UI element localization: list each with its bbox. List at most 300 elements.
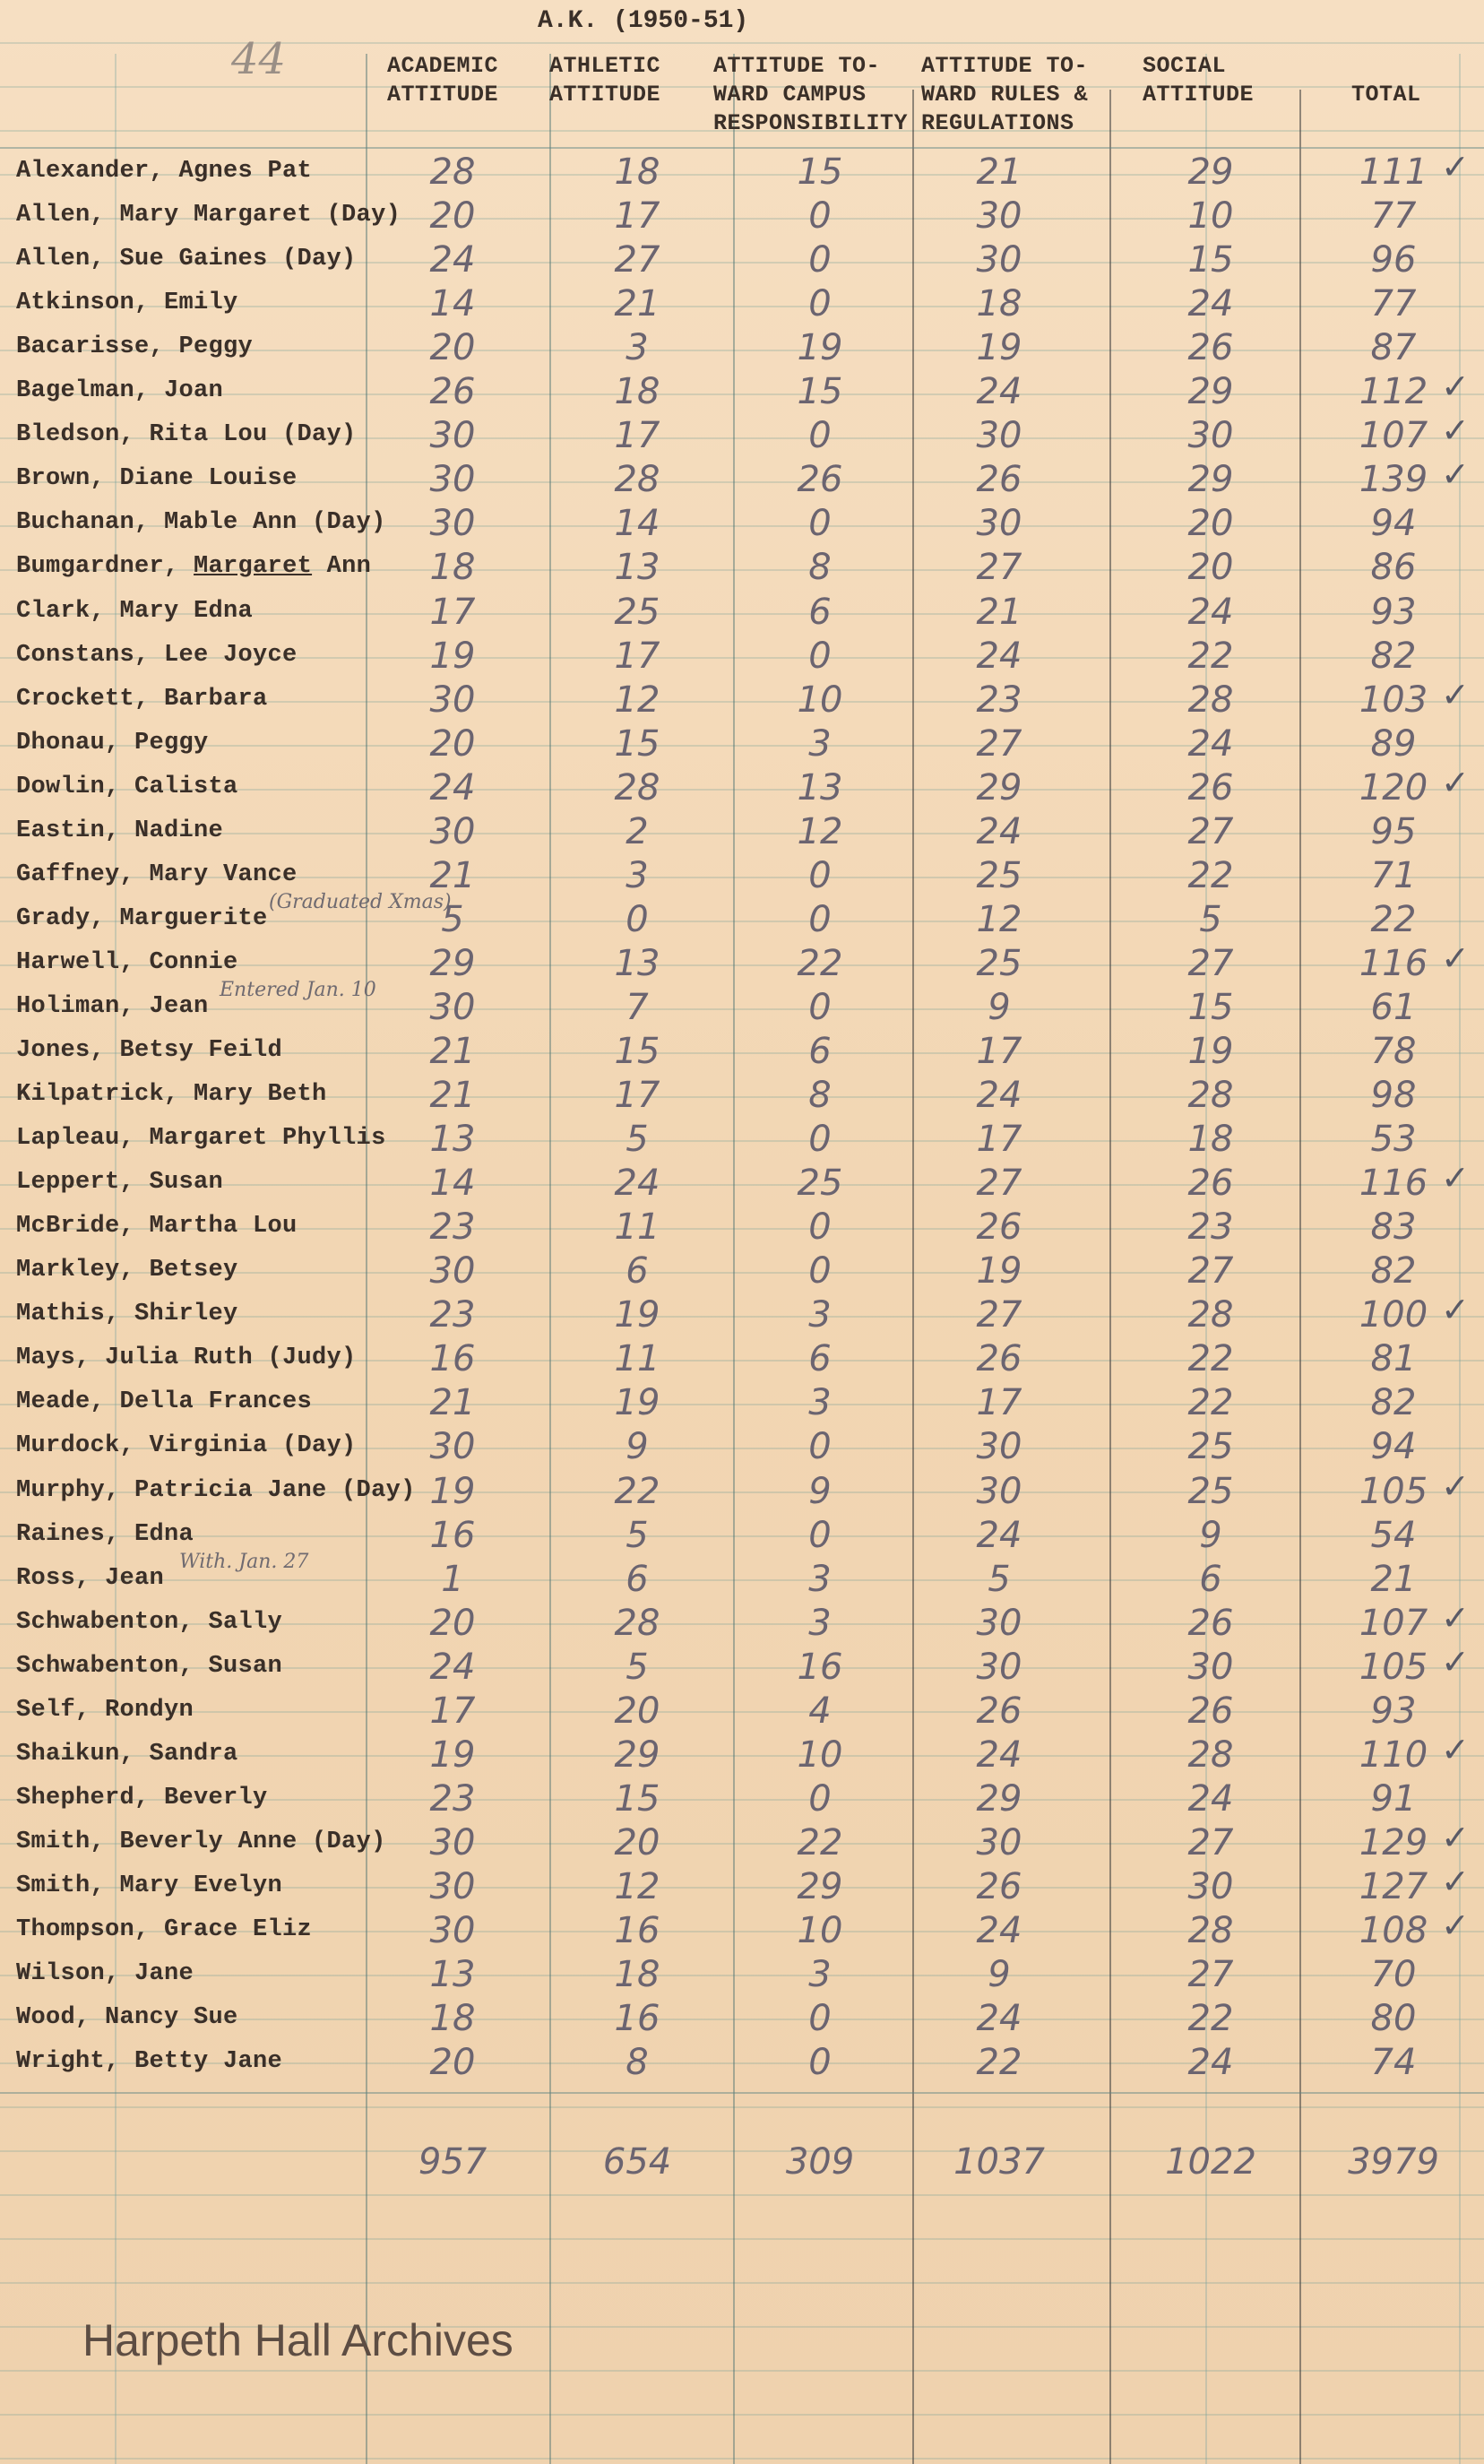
student-name: Kilpatrick, Mary Beth (16, 1081, 327, 1108)
student-name: Alexander, Agnes Pat (16, 158, 313, 185)
score-rules: 26 (976, 1866, 1022, 1907)
score-total: 22 (1370, 899, 1417, 940)
score-campus: 0 (808, 283, 832, 324)
score-campus: 3 (808, 1559, 832, 1600)
student-name: Wilson, Jane (16, 1960, 194, 1987)
score-social: 23 (1187, 1206, 1234, 1248)
score-social: 20 (1187, 503, 1234, 544)
score-campus: 0 (808, 1119, 832, 1160)
score-academic: 17 (429, 1690, 476, 1732)
score-total: 91 (1370, 1778, 1417, 1820)
score-academic: 18 (429, 547, 476, 588)
score-academic: 21 (429, 855, 476, 896)
score-academic: 30 (429, 1866, 476, 1907)
score-total: 108 (1359, 1910, 1428, 1951)
score-total: 129 (1359, 1822, 1428, 1863)
score-rules: 26 (976, 459, 1022, 500)
score-rules: 24 (976, 371, 1022, 412)
score-total: 70 (1370, 1954, 1417, 1995)
score-academic: 30 (429, 1426, 476, 1467)
score-rules: 30 (976, 415, 1022, 456)
table-row (0, 1997, 1484, 2041)
score-campus: 0 (808, 1515, 832, 1556)
score-academic: 14 (429, 283, 476, 324)
score-total: 127 (1359, 1866, 1428, 1907)
score-campus: 15 (797, 371, 843, 412)
score-academic: 30 (429, 459, 476, 500)
score-athletic: 17 (614, 635, 660, 677)
header-line: ATTITUDE TO- (921, 53, 1089, 79)
student-name: Leppert, Susan (16, 1169, 224, 1196)
table-row (0, 1953, 1484, 1997)
header-line: ATTITUDE (549, 82, 661, 108)
student-name: Bledson, Rita Lou (Day) (16, 421, 357, 448)
score-total: 82 (1370, 1382, 1417, 1423)
student-name: Meade, Della Frances (16, 1388, 313, 1415)
student-name: Mathis, Shirley (16, 1301, 238, 1327)
document-title: A.K. (1950-51) (538, 7, 749, 35)
score-total: 82 (1370, 1250, 1417, 1292)
score-athletic: 15 (614, 1031, 660, 1072)
score-rules: 17 (976, 1119, 1022, 1160)
score-athletic: 19 (614, 1294, 660, 1336)
check-mark-icon: ✓ (1441, 1158, 1470, 1197)
score-campus: 15 (797, 151, 843, 193)
score-total: 94 (1370, 503, 1417, 544)
check-mark-icon: ✓ (1441, 675, 1470, 714)
table-row (0, 1425, 1484, 1469)
score-campus: 10 (797, 1910, 843, 1951)
student-name: Holiman, Jean (16, 993, 209, 1020)
score-rules: 26 (976, 1690, 1022, 1732)
table-row (0, 1690, 1484, 1733)
score-academic: 14 (429, 1163, 476, 1204)
score-rules: 17 (976, 1382, 1022, 1423)
table-row (0, 854, 1484, 898)
student-name: Bacarisse, Peggy (16, 333, 254, 360)
score-rules: 24 (976, 1075, 1022, 1116)
score-total: 116 (1359, 943, 1428, 984)
score-social: 25 (1187, 1426, 1234, 1467)
handwritten-note: With. Jan. 27 (179, 1551, 309, 1573)
header-athletic (549, 52, 660, 109)
table-row (0, 1290, 1484, 1337)
check-mark-icon: ✓ (1441, 1906, 1470, 1945)
score-social: 28 (1187, 1910, 1234, 1951)
score-academic: 30 (429, 1822, 476, 1863)
score-campus: 12 (797, 811, 843, 852)
score-campus: 0 (808, 635, 832, 677)
student-name: Markley, Betsey (16, 1257, 238, 1284)
score-academic: 21 (429, 1031, 476, 1072)
score-total: 80 (1370, 1998, 1417, 2039)
score-academic: 20 (429, 327, 476, 368)
student-name: Lapleau, Margaret Phyllis (16, 1125, 386, 1152)
name-part: Bumgardner, (16, 553, 194, 580)
score-rules: 29 (976, 1778, 1022, 1820)
score-academic: 16 (429, 1338, 476, 1379)
score-social: 9 (1199, 1515, 1222, 1556)
score-academic: 30 (429, 503, 476, 544)
score-total: 77 (1370, 283, 1417, 324)
score-total: 61 (1370, 987, 1417, 1028)
student-name: Schwabenton, Susan (16, 1653, 283, 1680)
score-campus: 3 (808, 1382, 832, 1423)
archive-watermark: Harpeth Hall Archives (82, 2315, 513, 2365)
score-academic: 30 (429, 415, 476, 456)
score-campus: 0 (808, 1778, 832, 1820)
student-name: Harwell, Connie (16, 949, 238, 976)
score-rules: 5 (988, 1559, 1011, 1600)
score-total: 81 (1370, 1338, 1417, 1379)
score-social: 26 (1187, 1163, 1234, 1204)
score-rules: 30 (976, 503, 1022, 544)
table-row (0, 1337, 1484, 1381)
score-athletic: 13 (614, 547, 660, 588)
score-total: 100 (1359, 1294, 1428, 1336)
score-campus: 3 (808, 1294, 832, 1336)
header-rules (921, 52, 1088, 138)
score-campus: 25 (797, 1163, 843, 1204)
score-athletic: 5 (626, 1515, 649, 1556)
score-athletic: 27 (614, 239, 660, 281)
score-social: 27 (1187, 811, 1234, 852)
header-academic (387, 52, 498, 109)
score-social: 22 (1187, 1338, 1234, 1379)
score-social: 24 (1187, 592, 1234, 633)
student-name: Wright, Betty Jane (16, 2048, 283, 2075)
table-row (0, 1777, 1484, 1821)
score-athletic: 17 (614, 415, 660, 456)
score-athletic: 18 (614, 1954, 660, 1995)
table-row (0, 635, 1484, 679)
score-social: 6 (1199, 1559, 1222, 1600)
score-rules: 30 (976, 239, 1022, 281)
score-social: 15 (1187, 987, 1234, 1028)
score-total: 71 (1370, 855, 1417, 896)
score-athletic: 3 (626, 327, 649, 368)
check-mark-icon: ✓ (1441, 763, 1470, 802)
score-academic: 24 (429, 1647, 476, 1688)
score-rules: 29 (976, 767, 1022, 808)
header-line: WARD CAMPUS (713, 82, 867, 108)
student-name: Clark, Mary Edna (16, 598, 254, 625)
table-row (0, 195, 1484, 238)
check-mark-icon: ✓ (1441, 938, 1470, 978)
score-academic: 19 (429, 1734, 476, 1776)
score-campus: 8 (808, 547, 832, 588)
score-athletic: 28 (614, 459, 660, 500)
score-academic: 21 (429, 1075, 476, 1116)
score-total: 95 (1370, 811, 1417, 852)
score-athletic: 19 (614, 1382, 660, 1423)
header-line: REGULATIONS (921, 110, 1074, 136)
score-campus: 9 (808, 1471, 832, 1512)
score-academic: 13 (429, 1119, 476, 1160)
score-campus: 19 (797, 327, 843, 368)
student-name: Self, Rondyn (16, 1697, 194, 1724)
score-academic: 23 (429, 1294, 476, 1336)
score-social: 29 (1187, 371, 1234, 412)
table-row (0, 1551, 1484, 1602)
score-academic: 13 (429, 1954, 476, 1995)
score-campus: 0 (808, 1206, 832, 1248)
score-campus: 10 (797, 679, 843, 721)
score-campus: 0 (808, 899, 832, 940)
score-rules: 12 (976, 899, 1022, 940)
score-rules: 30 (976, 1647, 1022, 1688)
score-rules: 25 (976, 943, 1022, 984)
score-rules: 18 (976, 283, 1022, 324)
score-athletic: 17 (614, 1075, 660, 1116)
check-mark-icon: ✓ (1441, 454, 1470, 494)
table-row (0, 411, 1484, 458)
score-total: 139 (1359, 459, 1428, 500)
score-total: 96 (1370, 239, 1417, 281)
score-campus: 22 (797, 943, 843, 984)
score-rules: 26 (976, 1206, 1022, 1248)
score-athletic: 29 (614, 1734, 660, 1776)
score-social: 28 (1187, 1294, 1234, 1336)
score-social: 27 (1187, 1954, 1234, 1995)
score-campus: 0 (808, 855, 832, 896)
check-mark-icon: ✓ (1441, 1290, 1470, 1329)
table-row (0, 367, 1484, 414)
check-mark-icon: ✓ (1441, 1466, 1470, 1506)
score-campus: 8 (808, 1075, 832, 1116)
score-rules: 27 (976, 1294, 1022, 1336)
score-athletic: 5 (626, 1119, 649, 1160)
score-athletic: 13 (614, 943, 660, 984)
student-name: Dowlin, Calista (16, 774, 238, 800)
score-academic: 20 (429, 1603, 476, 1644)
score-athletic: 11 (614, 1206, 660, 1248)
table-row (0, 1030, 1484, 1074)
score-total: 107 (1359, 415, 1428, 456)
student-name: Smith, Beverly Anne (Day) (16, 1829, 386, 1855)
score-academic: 24 (429, 239, 476, 281)
score-academic: 5 (441, 899, 464, 940)
score-athletic: 14 (614, 503, 660, 544)
total-campus: 309 (785, 2141, 855, 2183)
score-total: 116 (1359, 1163, 1428, 1204)
header-line: ATTITUDE (1143, 82, 1255, 108)
table-row (0, 891, 1484, 942)
score-total: 78 (1370, 1031, 1417, 1072)
check-mark-icon: ✓ (1441, 1862, 1470, 1901)
score-athletic: 12 (614, 1866, 660, 1907)
check-mark-icon: ✓ (1441, 367, 1470, 406)
score-social: 27 (1187, 1822, 1234, 1863)
score-social: 26 (1187, 327, 1234, 368)
student-name: Shaikun, Sandra (16, 1741, 238, 1768)
total-social: 1022 (1165, 2141, 1256, 2183)
total-rules: 1037 (953, 2141, 1045, 2183)
score-social: 26 (1187, 1690, 1234, 1732)
score-social: 22 (1187, 635, 1234, 677)
score-total: 120 (1359, 767, 1428, 808)
score-rules: 22 (976, 2042, 1022, 2083)
score-academic: 19 (429, 1471, 476, 1512)
student-name: Murdock, Virginia (Day) (16, 1432, 357, 1459)
student-name: Schwabenton, Sally (16, 1609, 283, 1636)
student-name: Mays, Julia Ruth (Judy) (16, 1344, 357, 1371)
score-social: 26 (1187, 767, 1234, 808)
score-academic: 23 (429, 1206, 476, 1248)
score-academic: 20 (429, 2042, 476, 2083)
student-name: Allen, Mary Margaret (Day) (16, 202, 401, 229)
score-academic: 30 (429, 679, 476, 721)
score-total: 83 (1370, 1206, 1417, 1248)
header-line: SOCIAL (1143, 53, 1227, 79)
score-social: 28 (1187, 1075, 1234, 1116)
score-total: 103 (1359, 679, 1428, 721)
score-campus: 26 (797, 459, 843, 500)
score-social: 20 (1187, 547, 1234, 588)
table-row (0, 591, 1484, 635)
score-social: 22 (1187, 1382, 1234, 1423)
score-campus: 22 (797, 1822, 843, 1863)
score-campus: 6 (808, 1338, 832, 1379)
score-rules: 24 (976, 1734, 1022, 1776)
score-academic: 24 (429, 767, 476, 808)
score-athletic: 21 (614, 283, 660, 324)
score-total: 107 (1359, 1603, 1428, 1644)
score-social: 22 (1187, 1998, 1234, 2039)
score-campus: 13 (797, 767, 843, 808)
student-name: Thompson, Grace Eliz (16, 1916, 313, 1943)
table-row (0, 454, 1484, 502)
score-total: 53 (1370, 1119, 1417, 1160)
score-social: 26 (1187, 1603, 1234, 1644)
score-rules: 21 (976, 592, 1022, 633)
student-name (16, 553, 371, 580)
score-academic: 30 (429, 811, 476, 852)
student-name: Atkinson, Emily (16, 290, 238, 316)
score-total: 112 (1359, 371, 1428, 412)
score-academic: 30 (429, 1910, 476, 1951)
score-social: 30 (1187, 1866, 1234, 1907)
check-mark-icon: ✓ (1441, 1818, 1470, 1857)
score-athletic: 12 (614, 679, 660, 721)
score-social: 28 (1187, 679, 1234, 721)
table-row (0, 1118, 1484, 1162)
student-name: McBride, Martha Lou (16, 1213, 298, 1240)
table-row (0, 147, 1484, 195)
score-total: 77 (1370, 195, 1417, 237)
score-rules: 24 (976, 1910, 1022, 1951)
score-rules: 27 (976, 547, 1022, 588)
score-social: 5 (1199, 899, 1222, 940)
score-athletic: 7 (626, 987, 649, 1028)
score-total: 105 (1359, 1647, 1428, 1688)
score-social: 27 (1187, 943, 1234, 984)
header-social (1143, 52, 1254, 109)
table-row (0, 1074, 1484, 1118)
total-athletic: 654 (602, 2141, 672, 2183)
student-name: Wood, Nancy Sue (16, 2004, 238, 2031)
table-row (0, 546, 1484, 590)
score-total: 82 (1370, 635, 1417, 677)
score-rules: 9 (988, 987, 1011, 1028)
score-total: 94 (1370, 1426, 1417, 1467)
score-total: 21 (1370, 1559, 1417, 1600)
score-rules: 27 (976, 1163, 1022, 1204)
header-line: ATHLETIC (549, 53, 661, 79)
score-rules: 26 (976, 1338, 1022, 1379)
score-athletic: 16 (614, 1998, 660, 2039)
student-name: Crockett, Barbara (16, 686, 268, 713)
total-total: 3979 (1348, 2141, 1439, 2183)
score-social: 18 (1187, 1119, 1234, 1160)
score-total: 93 (1370, 1690, 1417, 1732)
score-academic: 21 (429, 1382, 476, 1423)
score-total: 87 (1370, 327, 1417, 368)
score-rules: 21 (976, 151, 1022, 193)
student-name: Shepherd, Beverly (16, 1785, 268, 1811)
name-part: Ann (312, 553, 372, 580)
table-row (0, 1158, 1484, 1206)
table-row (0, 979, 1484, 1030)
score-social: 24 (1187, 2042, 1234, 2083)
score-social: 27 (1187, 1250, 1234, 1292)
header-rule (0, 147, 1484, 149)
score-athletic: 20 (614, 1690, 660, 1732)
score-rules: 30 (976, 1822, 1022, 1863)
student-name: Allen, Sue Gaines (Day) (16, 246, 357, 272)
table-row (0, 238, 1484, 282)
score-total: 54 (1370, 1515, 1417, 1556)
page-number: 44 (231, 34, 287, 84)
score-campus: 0 (808, 415, 832, 456)
student-name: Murphy, Patricia Jane (Day) (16, 1477, 416, 1504)
score-rules: 19 (976, 327, 1022, 368)
table-row (0, 1862, 1484, 1909)
score-rules: 24 (976, 811, 1022, 852)
score-academic: 30 (429, 987, 476, 1028)
score-campus: 0 (808, 1250, 832, 1292)
score-athletic: 17 (614, 195, 660, 237)
table-row (0, 282, 1484, 326)
score-athletic: 5 (626, 1647, 649, 1688)
score-campus: 0 (808, 2042, 832, 2083)
score-academic: 18 (429, 1998, 476, 2039)
score-total: 89 (1370, 723, 1417, 765)
score-athletic: 25 (614, 592, 660, 633)
score-academic: 30 (429, 1250, 476, 1292)
score-total: 86 (1370, 547, 1417, 588)
score-academic: 20 (429, 195, 476, 237)
header-line: ATTITUDE (387, 82, 499, 108)
score-rules: 30 (976, 1603, 1022, 1644)
score-rules: 25 (976, 855, 1022, 896)
table-row (0, 1381, 1484, 1425)
score-campus: 0 (808, 239, 832, 281)
score-academic: 20 (429, 723, 476, 765)
table-row (0, 1466, 1484, 1514)
table-row (0, 1906, 1484, 1953)
score-athletic: 16 (614, 1910, 660, 1951)
score-athletic: 11 (614, 1338, 660, 1379)
score-social: 29 (1187, 459, 1234, 500)
table-row (0, 810, 1484, 854)
score-total: 98 (1370, 1075, 1417, 1116)
score-campus: 16 (797, 1647, 843, 1688)
score-athletic: 3 (626, 855, 649, 896)
score-campus: 3 (808, 1954, 832, 1995)
student-name: Eastin, Nadine (16, 817, 224, 844)
student-name: Constans, Lee Joyce (16, 642, 298, 669)
